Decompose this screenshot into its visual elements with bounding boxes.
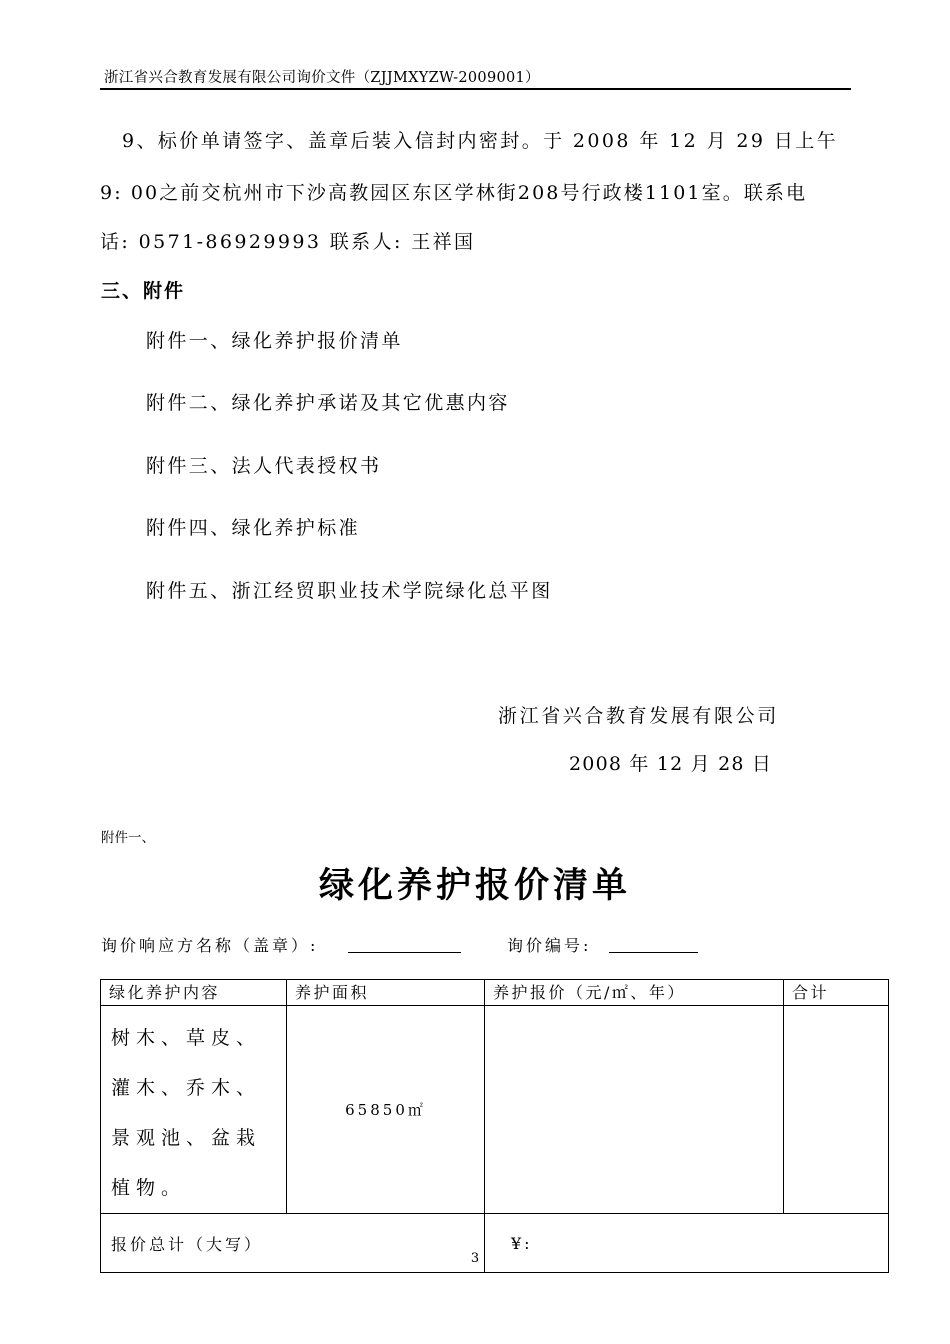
attachment-label: 附件一、 [101,830,155,846]
signature-date: 2008 年 12 月 28 日 [569,753,773,775]
column-header: 养护报价（元/㎡、年） [485,980,784,1006]
quote-table [100,979,889,1273]
attachment-item: 附件五、浙江经贸职业技术学院绿化总平图 [146,580,553,602]
header-rule [100,88,851,90]
attachment-item: 附件四、绿化养护标准 [146,517,361,539]
price-cell[interactable] [485,1006,784,1214]
signature-company: 浙江省兴合教育发展有限公司 [498,705,779,727]
page-number: 3 [470,1251,480,1266]
section-title-attachments: 三、附件 [101,280,186,302]
attachment-item: 附件一、绿化养护报价清单 [146,330,403,352]
form-title: 绿化养护报价清单 [318,866,631,906]
instruction-line-1: 9、标价单请签字、盖章后装入信封内密封。于 2008 年 12 月 29 日上午 [122,130,839,152]
instruction-line-2: 9: 00之前交杭州市下沙高教园区东区学林街208号行政楼1101室。联系电 [100,182,808,204]
column-header: 养护面积 [287,980,485,1006]
maintenance-area-cell: 65850㎡ [287,1006,485,1214]
maintenance-content-cell: 树木、草皮、灌木、乔木、景观池、盆栽植物。 [101,1006,287,1214]
grand-total-amount[interactable]: ¥: [485,1214,889,1273]
table-row [101,1006,889,1214]
attachment-item: 附件二、绿化养护承诺及其它优惠内容 [146,392,510,414]
column-header: 合计 [784,980,889,1006]
attachment-item: 附件三、法人代表授权书 [146,455,382,477]
total-cell[interactable] [784,1006,889,1214]
respondent-name-field[interactable] [348,952,461,953]
inquiry-number-label: 询价编号: [507,936,592,955]
column-header: 绿化养护内容 [101,980,287,1006]
document-header: 浙江省兴合教育发展有限公司询价文件（ZJJMXYZW-2009001） [104,70,540,86]
inquiry-number-field[interactable] [609,952,698,953]
grand-total-label: 报价总计（大写） [101,1214,485,1273]
respondent-name-label: 询价响应方名称（盖章）: [101,936,319,955]
instruction-line-3: 话: 0571-86929993 联系人: 王祥国 [100,231,476,253]
table-header-row [101,980,889,1006]
